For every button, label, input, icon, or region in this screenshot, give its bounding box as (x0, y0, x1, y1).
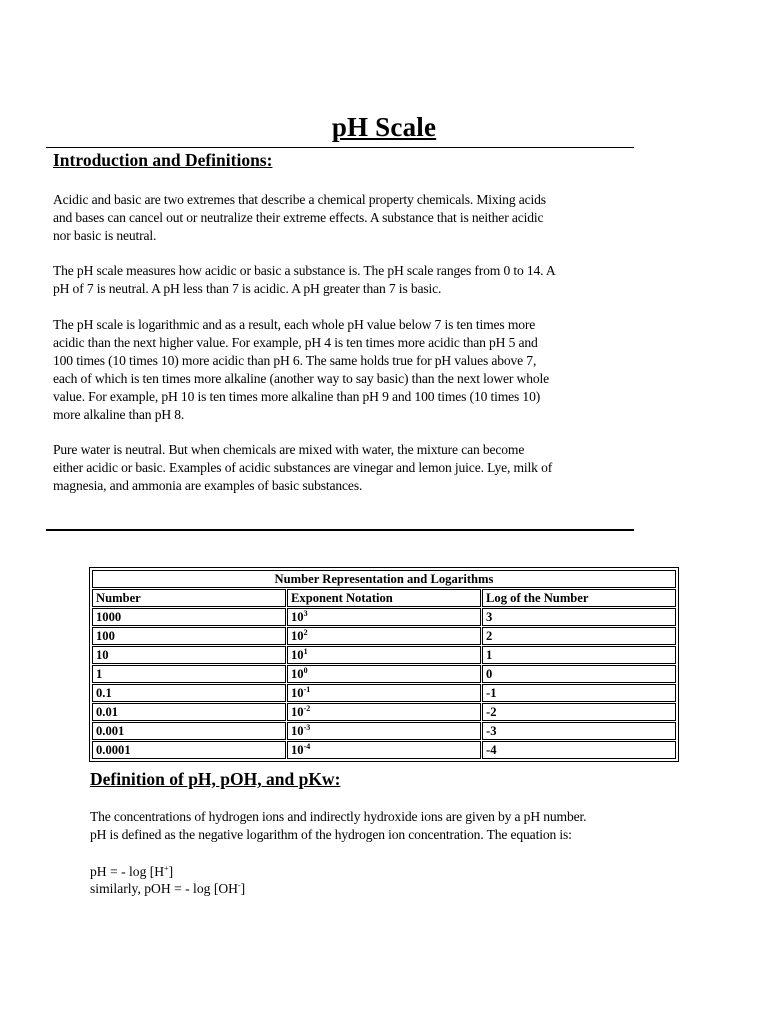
log-cell: 3 (482, 608, 676, 626)
section-divider (46, 529, 634, 531)
exponent-cell (287, 608, 481, 626)
exponent-base: 10 (291, 705, 304, 719)
intro-paragraph-1 (53, 191, 643, 245)
exponent-power: -4 (303, 742, 311, 751)
equation-text: similarly, pOH = - log [OH (90, 881, 238, 896)
number-cell: 0.1 (92, 684, 286, 702)
exponent-cell (287, 646, 481, 664)
exponent-cell (287, 665, 481, 683)
table-row (92, 703, 676, 721)
text-line: The concentrations of hydrogen ions and indirectly hydroxide ions are given by a pH number. (90, 809, 587, 824)
log-cell: -2 (482, 703, 676, 721)
exponent-cell (287, 741, 481, 759)
ion-charge: + (164, 864, 169, 873)
number-cell: 0.01 (92, 703, 286, 721)
ph-equation (90, 863, 490, 881)
exponent-power: 2 (303, 628, 308, 637)
exponent-base: 10 (291, 629, 304, 643)
definition-heading: Definition of pH, pOH, and pKw: (90, 769, 341, 789)
column-header-number: Number (92, 589, 286, 607)
number-cell: 0.0001 (92, 741, 286, 759)
text-line: magnesia, and ammonia are examples of basic substances. (53, 478, 363, 493)
exponent-power: -3 (303, 723, 311, 732)
ion-charge: - (238, 881, 241, 890)
exponent-base: 10 (291, 610, 304, 624)
text-line: Acidic and basic are two extremes that describe a chemical property chemicals. Mixing acids (53, 192, 546, 207)
equation-text: pH = - log [H (90, 864, 165, 879)
exponent-cell (287, 722, 481, 740)
exponent-power: 1 (303, 647, 308, 656)
exponent-cell (287, 684, 481, 702)
exponent-base: 10 (291, 743, 304, 757)
table-header-row (92, 589, 676, 607)
logarithm-table (89, 567, 679, 762)
exponent-power: -2 (303, 704, 311, 713)
exponent-cell (287, 703, 481, 721)
text-line: Pure water is neutral. But when chemicals are mixed with water, the mixture can become (53, 442, 525, 457)
table-caption-row (92, 570, 676, 588)
number-cell: 100 (92, 627, 286, 645)
text-line: pH of 7 is neutral. A pH less than 7 is acidic. A pH greater than 7 is basic. (53, 281, 442, 296)
table-row (92, 684, 676, 702)
text-line: more alkaline than pH 8. (53, 407, 185, 422)
text-line: value. For example, pH 10 is ten times more alkaline than pH 9 and 100 times (10 times 10) (53, 389, 541, 404)
text-line: pH is defined as the negative logarithm of the hydrogen ion concentration. The equation is: (90, 827, 572, 842)
table-row (92, 608, 676, 626)
intro-heading: Introduction and Definitions: (53, 150, 273, 170)
exponent-power: 0 (303, 666, 308, 675)
text-line: The pH scale is logarithmic and as a result, each whole pH value below 7 is ten times more (53, 317, 536, 332)
text-line: nor basic is neutral. (53, 228, 157, 243)
definition-paragraph (90, 808, 690, 844)
column-header-log: Log of the Number (482, 589, 676, 607)
log-cell: -4 (482, 741, 676, 759)
equation-bracket: ] (168, 864, 174, 879)
intro-paragraph-4 (53, 441, 643, 495)
number-cell: 1000 (92, 608, 286, 626)
text-line: acidic than the next higher value. For example, pH 4 is ten times more acidic than pH 5 and (53, 335, 538, 350)
exponent-power: -1 (303, 685, 311, 694)
exponent-base: 10 (291, 648, 304, 662)
exponent-base: 10 (291, 667, 304, 681)
title-divider (46, 147, 634, 148)
log-cell: -3 (482, 722, 676, 740)
column-header-exponent: Exponent Notation (287, 589, 481, 607)
exponent-base: 10 (291, 686, 304, 700)
log-cell: 2 (482, 627, 676, 645)
poh-equation (90, 880, 490, 898)
exponent-base: 10 (291, 724, 304, 738)
exponent-power: 3 (303, 609, 308, 618)
equation-bracket: ] (240, 881, 246, 896)
intro-paragraph-3 (53, 316, 643, 424)
intro-paragraph-2 (53, 262, 643, 298)
text-line: and bases can cancel out or neutralize their extreme effects. A substance that is neither acidic (53, 210, 544, 225)
number-cell: 10 (92, 646, 286, 664)
log-cell: -1 (482, 684, 676, 702)
table-caption: Number Representation and Logarithms (92, 570, 676, 588)
number-cell: 1 (92, 665, 286, 683)
table-row (92, 627, 676, 645)
table-row (92, 741, 676, 759)
log-cell: 0 (482, 665, 676, 683)
page-title: pH Scale (331, 112, 437, 142)
text-line: The pH scale measures how acidic or basic a substance is. The pH scale ranges from 0 to 14. A (53, 263, 556, 278)
exponent-cell (287, 627, 481, 645)
table-row (92, 665, 676, 683)
number-cell: 0.001 (92, 722, 286, 740)
text-line: either acidic or basic. Examples of acidic substances are vinegar and lemon juice. Lye, milk of (53, 460, 553, 475)
table-row (92, 646, 676, 664)
log-cell: 1 (482, 646, 676, 664)
text-line: 100 times (10 times 10) more acidic than pH 6. The same holds true for pH values above 7, (53, 353, 537, 368)
text-line: each of which is ten times more alkaline (another way to say basic) than the next lower whole (53, 371, 550, 386)
table-row (92, 722, 676, 740)
